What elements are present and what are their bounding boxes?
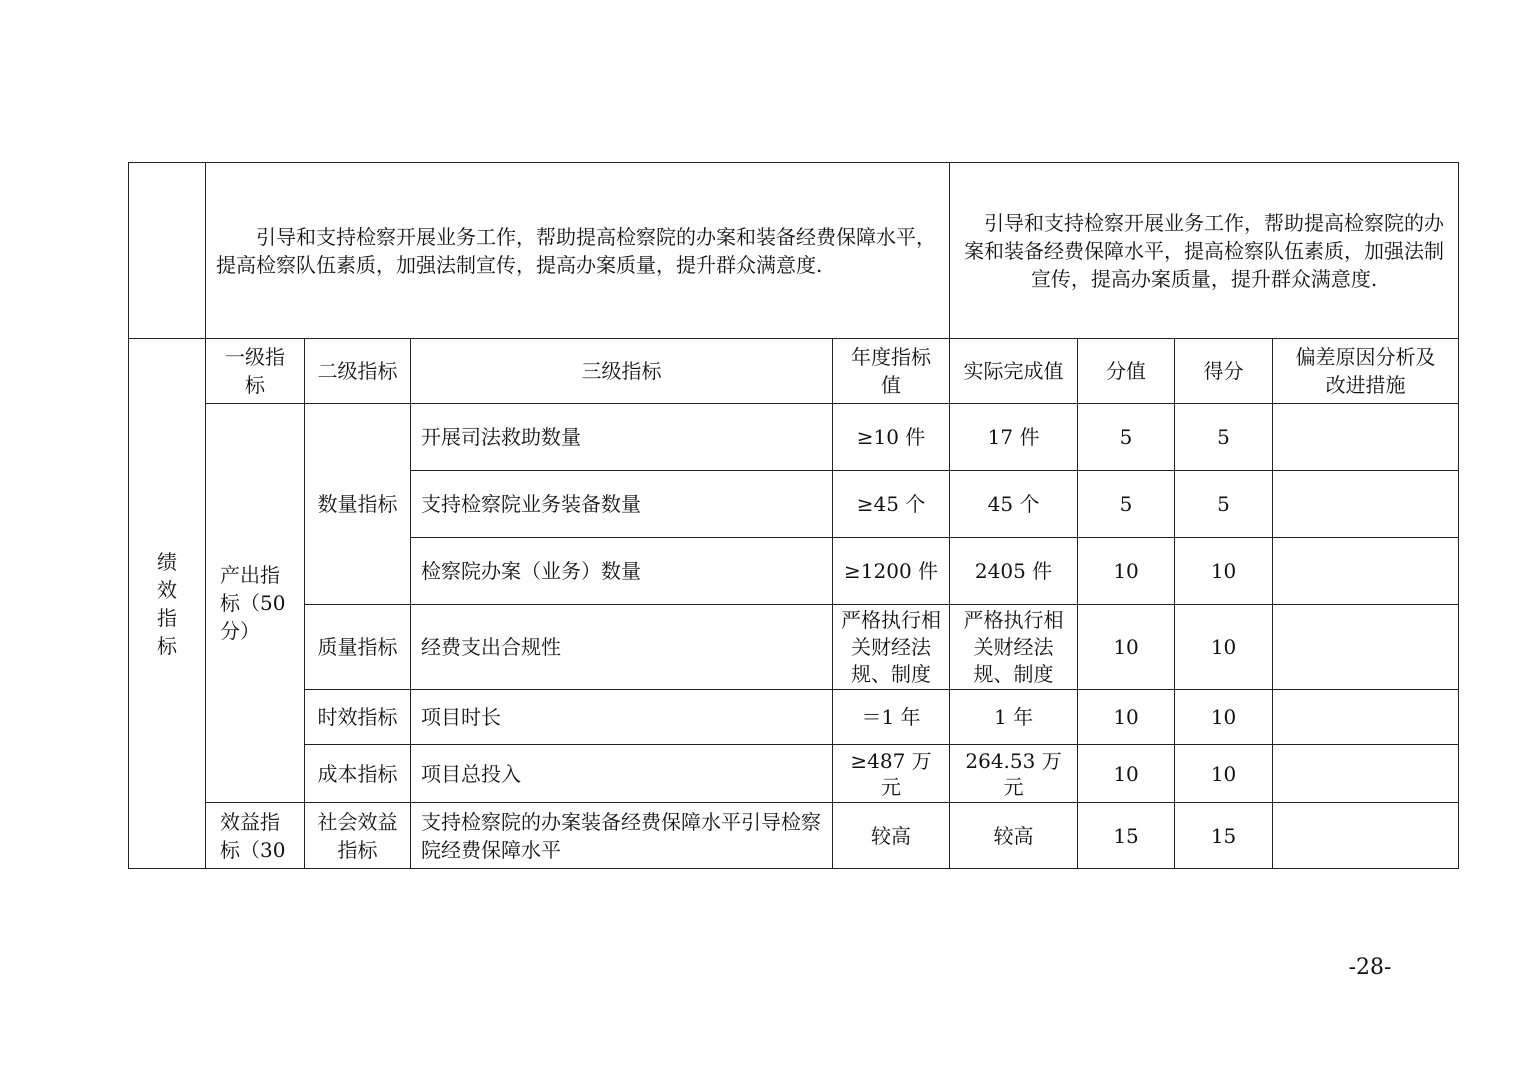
header-level1: 一级指标 xyxy=(206,339,305,404)
header-level3: 三级指标 xyxy=(411,339,833,404)
target-cell: ≥487 万元 xyxy=(833,745,950,803)
value-cell: 10 xyxy=(1078,745,1175,803)
target-cell: ≥10 件 xyxy=(833,404,950,471)
target-cell: ≥1200 件 xyxy=(833,538,950,605)
table-row xyxy=(129,404,1459,471)
value-cell: 10 xyxy=(1078,538,1175,605)
header-actual-value: 实际完成值 xyxy=(950,339,1078,404)
actual-goal-text: 引导和支持检察开展业务工作，帮助提高检察院的办案和装备经费保障水平，提高检察队伍素质，加强法制宣传，提高办案质量，提升群众满意度. xyxy=(964,210,1445,291)
score-cell: 10 xyxy=(1175,538,1273,605)
indicator-cell: 项目总投入 xyxy=(411,745,833,803)
table-row xyxy=(129,745,1459,803)
subgroup-quantity: 数量指标 xyxy=(305,404,411,605)
table-row xyxy=(129,690,1459,745)
header-score-value: 分值 xyxy=(1078,339,1175,404)
subgroup-cost: 成本指标 xyxy=(305,745,411,803)
actual-cell: 严格执行相关财经法规、制度 xyxy=(950,605,1078,690)
header-score: 得分 xyxy=(1175,339,1273,404)
group-output-cell: 产出指标（50分） xyxy=(206,404,305,803)
indicator-cell: 开展司法救助数量 xyxy=(411,404,833,471)
deviation-cell xyxy=(1273,605,1459,690)
header-deviation: 偏差原因分析及改进措施 xyxy=(1273,339,1459,404)
actual-goal-cell xyxy=(950,163,1459,339)
indicator-cell: 检察院办案（业务）数量 xyxy=(411,538,833,605)
actual-cell: 17 件 xyxy=(950,404,1078,471)
deviation-cell xyxy=(1273,690,1459,745)
table-row xyxy=(129,605,1459,690)
target-cell: 较高 xyxy=(833,803,950,869)
indicator-cell: 支持检察院的办案装备经费保障水平引导检察院经费保障水平 xyxy=(411,803,833,869)
value-cell: 10 xyxy=(1078,605,1175,690)
goal-label-cell xyxy=(129,163,206,339)
deviation-cell xyxy=(1273,745,1459,803)
score-cell: 10 xyxy=(1175,745,1273,803)
value-cell: 15 xyxy=(1078,803,1175,869)
score-cell: 10 xyxy=(1175,690,1273,745)
table-row xyxy=(129,803,1459,869)
target-cell: 严格执行相关财经法规、制度 xyxy=(833,605,950,690)
deviation-cell xyxy=(1273,471,1459,538)
subgroup-timeliness: 时效指标 xyxy=(305,690,411,745)
target-cell: ＝1 年 xyxy=(833,690,950,745)
score-cell: 5 xyxy=(1175,404,1273,471)
actual-cell: 264.53 万元 xyxy=(950,745,1078,803)
value-cell: 5 xyxy=(1078,471,1175,538)
value-cell: 10 xyxy=(1078,690,1175,745)
actual-cell: 1 年 xyxy=(950,690,1078,745)
goal-row xyxy=(129,163,1459,339)
score-cell: 5 xyxy=(1175,471,1273,538)
planned-goal-text: 引导和支持检察开展业务工作，帮助提高检察院的办案和装备经费保障水平，提高检察队伍素质，加强法制宣传，提高办案质量，提升群众满意度. xyxy=(216,224,936,277)
score-cell: 10 xyxy=(1175,605,1273,690)
actual-cell: 2405 件 xyxy=(950,538,1078,605)
deviation-cell xyxy=(1273,803,1459,869)
indicator-cell: 经费支出合规性 xyxy=(411,605,833,690)
header-annual-target: 年度指标值 xyxy=(833,339,950,404)
planned-goal-cell xyxy=(206,163,950,339)
target-cell: ≥45 个 xyxy=(833,471,950,538)
subgroup-quality: 质量指标 xyxy=(305,605,411,690)
section-label-cell xyxy=(129,339,206,869)
indicator-cell: 支持检察院业务装备数量 xyxy=(411,471,833,538)
score-cell: 15 xyxy=(1175,803,1273,869)
performance-table xyxy=(128,162,1459,869)
value-cell: 5 xyxy=(1078,404,1175,471)
group-benefit-cell: 效益指标（30 xyxy=(206,803,305,869)
actual-cell: 较高 xyxy=(950,803,1078,869)
page-number: -28- xyxy=(1348,955,1392,980)
deviation-cell xyxy=(1273,404,1459,471)
deviation-cell xyxy=(1273,538,1459,605)
subgroup-social: 社会效益指标 xyxy=(305,803,411,869)
header-row xyxy=(129,339,1459,404)
header-level2: 二级指标 xyxy=(305,339,411,404)
actual-cell: 45 个 xyxy=(950,471,1078,538)
indicator-cell: 项目时长 xyxy=(411,690,833,745)
section-label: 绩效指标 xyxy=(157,549,177,658)
